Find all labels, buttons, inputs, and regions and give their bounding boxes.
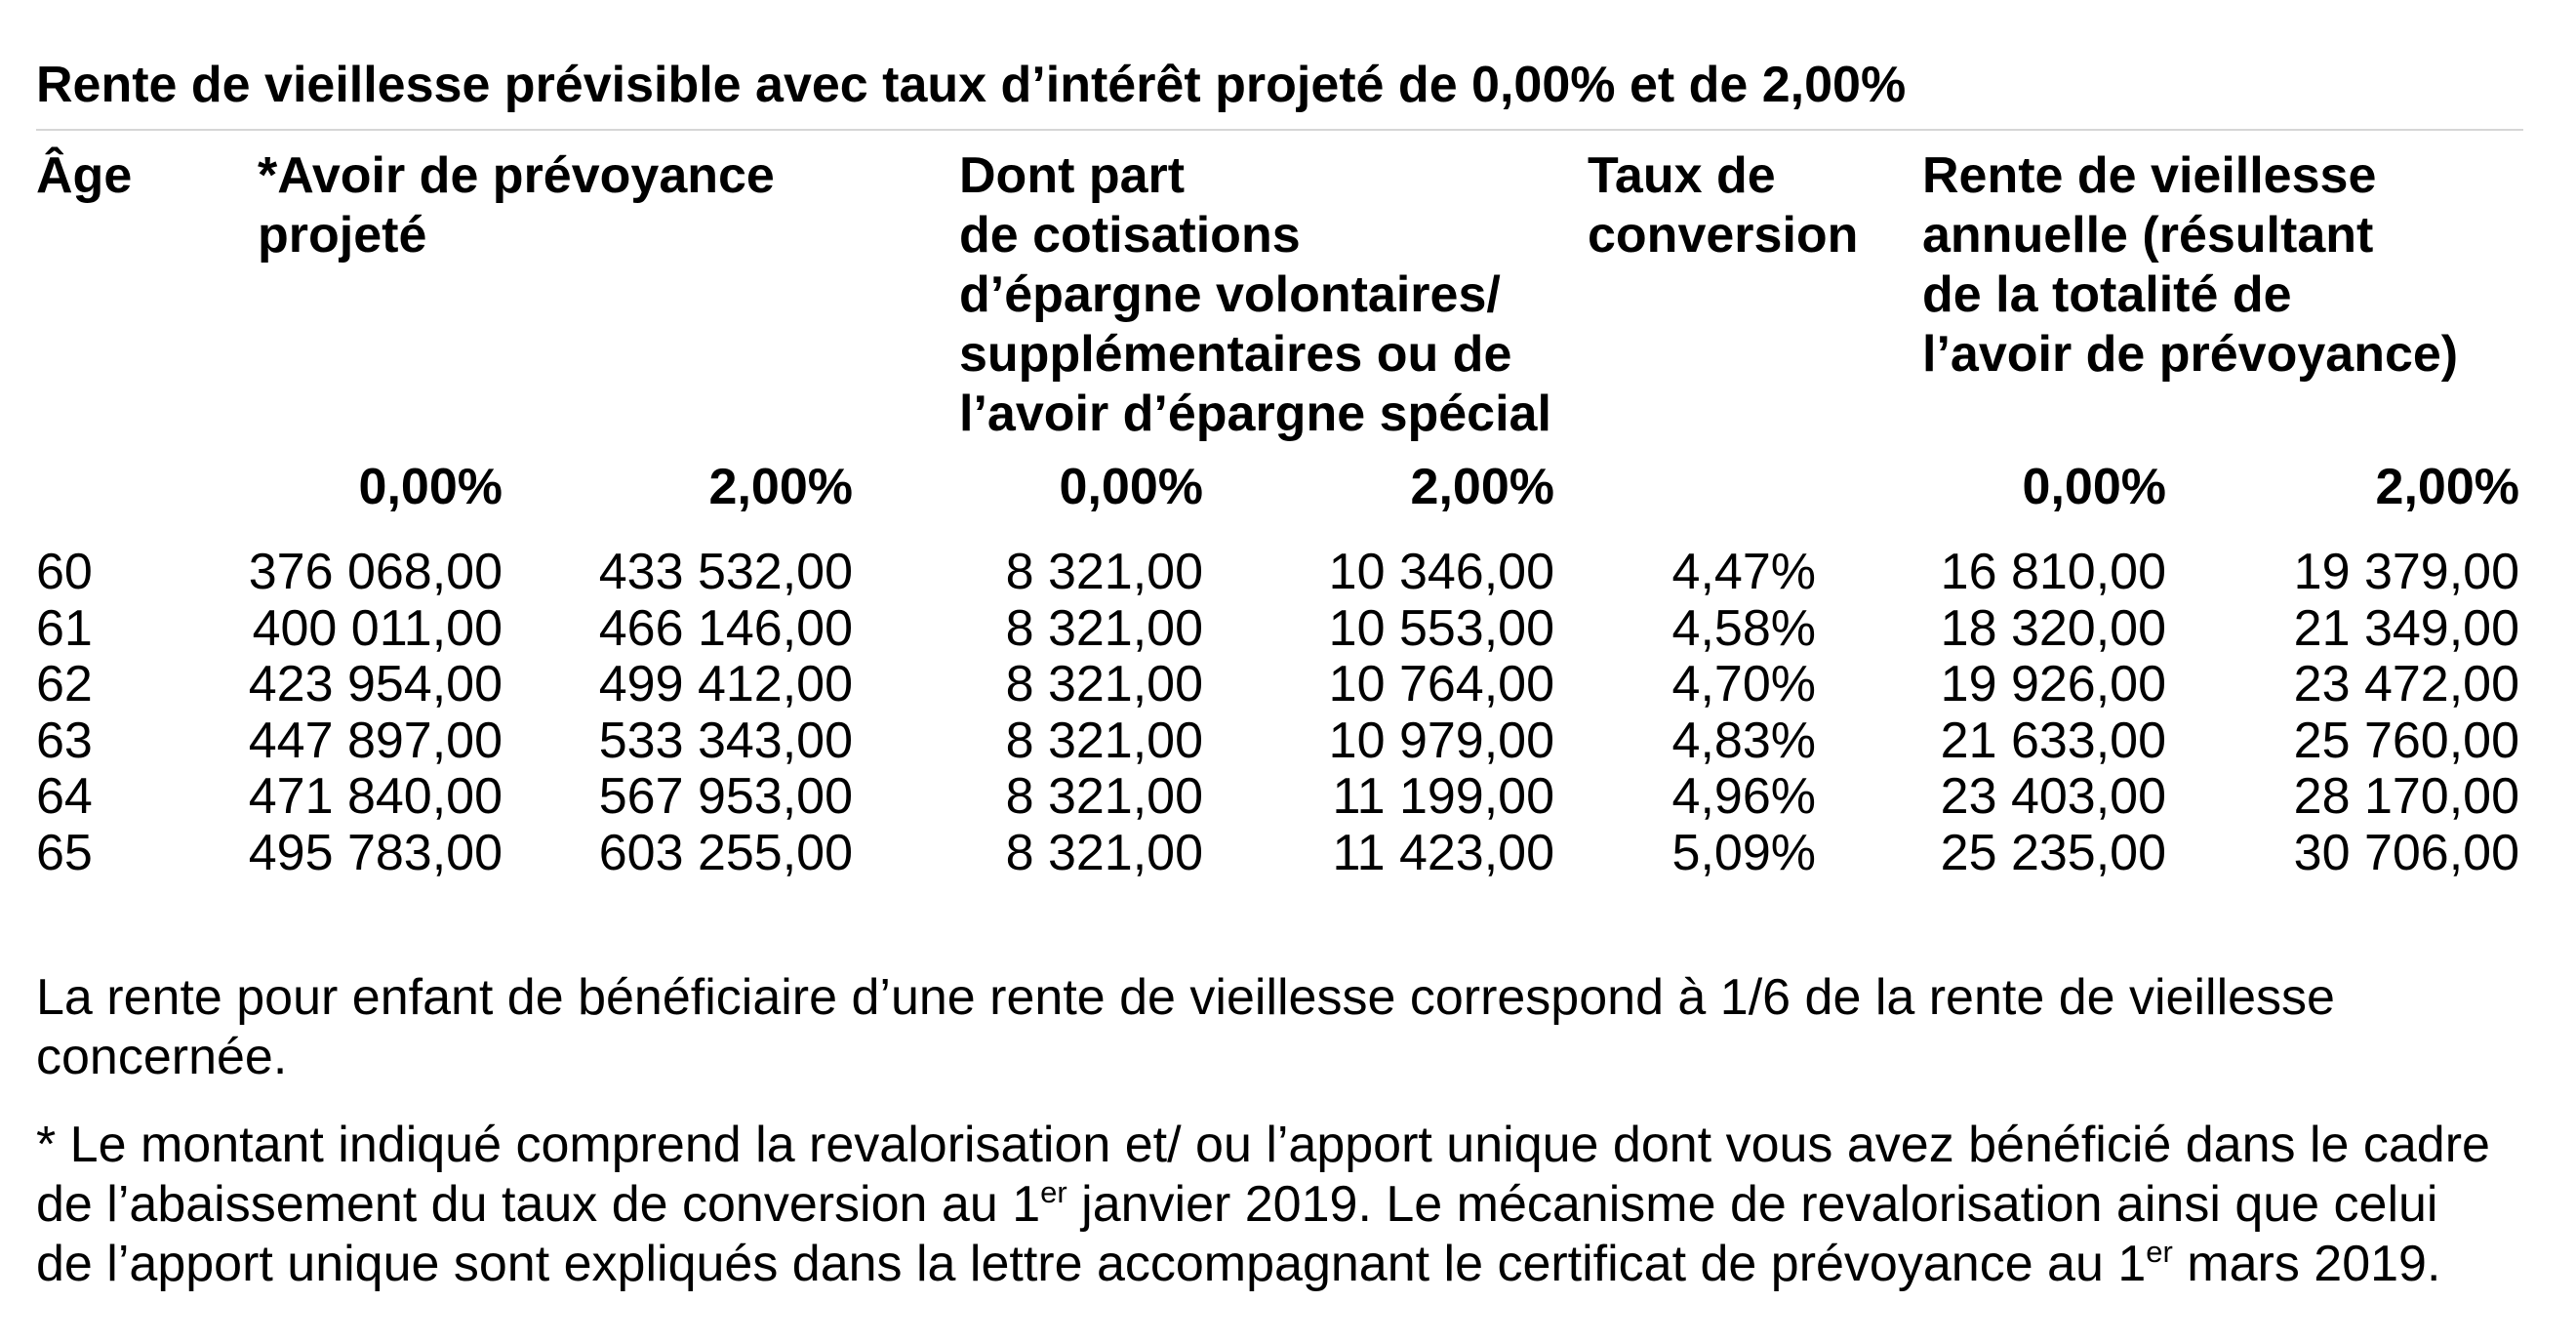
part-2-cell: 10 553,00 bbox=[1328, 599, 1554, 657]
column-header-age bbox=[36, 146, 132, 206]
avoir-0-cell: 495 783,00 bbox=[248, 824, 503, 881]
rente-2-cell: 23 472,00 bbox=[2293, 656, 2519, 712]
part-2-cell: 10 764,00 bbox=[1328, 656, 1554, 712]
taux-cell: 4,70% bbox=[1671, 656, 1816, 712]
header-line: de la totalité de bbox=[1922, 266, 2292, 323]
taux-cell: 5,09% bbox=[1671, 824, 1816, 881]
rente-2-cell: 25 760,00 bbox=[2293, 712, 2519, 769]
interest-rate-subheader bbox=[0, 458, 2576, 517]
avoir-2-cell: 433 532,00 bbox=[598, 544, 853, 600]
table-row bbox=[0, 545, 2576, 601]
interest-rate-label: 0,00% bbox=[358, 459, 503, 515]
taux-cell: 4,47% bbox=[1671, 544, 1816, 600]
header-line: de cotisations bbox=[959, 207, 1301, 264]
title-divider bbox=[36, 129, 2523, 131]
rente-0-cell: 19 926,00 bbox=[1940, 656, 2166, 712]
table-row bbox=[0, 657, 2576, 713]
rente-0-cell: 25 235,00 bbox=[1940, 824, 2166, 881]
taux-cell: 4,96% bbox=[1671, 768, 1816, 825]
avoir-0-cell: 423 954,00 bbox=[248, 656, 503, 712]
avoir-2-cell: 466 146,00 bbox=[598, 599, 853, 657]
footnote-text: janvier 2019. Le mécanisme de revalorisation ainsi que celui bbox=[1067, 1176, 2438, 1233]
interest-rate-label: 2,00% bbox=[2375, 459, 2519, 515]
table-row bbox=[0, 769, 2576, 826]
age-cell: 65 bbox=[36, 824, 93, 881]
age-cell: 61 bbox=[36, 599, 93, 657]
header-line: *Avoir de prévoyance bbox=[258, 147, 775, 204]
age-cell: 62 bbox=[36, 656, 93, 712]
part-2-cell: 11 199,00 bbox=[1332, 768, 1554, 825]
ordinal-superscript: er bbox=[2146, 1235, 2173, 1269]
part-0-cell: 8 321,00 bbox=[1005, 544, 1203, 600]
header-line: annuelle (résultant bbox=[1922, 207, 2374, 264]
table-row bbox=[0, 713, 2576, 770]
page-title: Rente de vieillesse prévisible avec taux d’intérêt projeté de 0,00% et de 2,00% bbox=[36, 57, 1907, 113]
avoir-2-cell: 603 255,00 bbox=[598, 824, 853, 881]
age-cell: 64 bbox=[36, 768, 93, 825]
part-0-cell: 8 321,00 bbox=[1005, 768, 1203, 825]
footnote-line bbox=[36, 1175, 2437, 1241]
rente-2-cell: 30 706,00 bbox=[2293, 824, 2519, 881]
header-line: projeté bbox=[258, 207, 427, 264]
taux-cell: 4,83% bbox=[1671, 712, 1816, 769]
rente-2-cell: 19 379,00 bbox=[2293, 544, 2519, 600]
table-row bbox=[0, 601, 2576, 658]
ordinal-superscript: er bbox=[1040, 1175, 1067, 1209]
rente-0-cell: 18 320,00 bbox=[1940, 599, 2166, 657]
avoir-2-cell: 567 953,00 bbox=[598, 768, 853, 825]
header-line: conversion bbox=[1588, 207, 1859, 264]
part-2-cell: 11 423,00 bbox=[1332, 824, 1554, 881]
avoir-2-cell: 533 343,00 bbox=[598, 712, 853, 769]
footnote-text: de l’apport unique sont expliqués dans la lettre accompagnant le certificat de prévoyance au 1 bbox=[36, 1236, 2147, 1292]
column-header-taux-conversion bbox=[1588, 146, 1858, 265]
avoir-2-cell: 499 412,00 bbox=[598, 656, 853, 712]
header-line: d’épargne volontaires/ bbox=[959, 266, 1501, 323]
footnote-text: * Le montant indiqué comprend la revalorisation et/ ou l’apport unique dont vous avez bénéficié dans le cadre bbox=[36, 1117, 2490, 1173]
header-line: Dont part bbox=[959, 147, 1186, 204]
age-cell: 63 bbox=[36, 712, 93, 769]
header-line: supplémentaires ou de bbox=[959, 326, 1512, 383]
part-2-cell: 10 979,00 bbox=[1328, 712, 1554, 769]
header-line: Rente de vieillesse bbox=[1922, 147, 2377, 204]
part-0-cell: 8 321,00 bbox=[1005, 712, 1203, 769]
part-2-cell: 10 346,00 bbox=[1328, 544, 1554, 600]
avoir-0-cell: 376 068,00 bbox=[248, 544, 503, 600]
header-line: Taux de bbox=[1588, 147, 1776, 204]
note-line: concernée. bbox=[36, 1029, 288, 1085]
avoir-0-cell: 471 840,00 bbox=[248, 768, 503, 825]
rente-2-cell: 28 170,00 bbox=[2293, 768, 2519, 825]
interest-rate-label: 2,00% bbox=[708, 459, 853, 515]
rente-0-cell: 23 403,00 bbox=[1940, 768, 2166, 825]
interest-rate-label: 2,00% bbox=[1410, 459, 1554, 515]
part-0-cell: 8 321,00 bbox=[1005, 824, 1203, 881]
interest-rate-label: 0,00% bbox=[1059, 459, 1203, 515]
footnote-text: de l’abaissement du taux de conversion au 1 bbox=[36, 1176, 1041, 1233]
footnote-line bbox=[36, 1116, 2490, 1175]
note-line: La rente pour enfant de bénéficiaire d’une rente de vieillesse correspond à 1/6 de la rente de vieillesse bbox=[36, 969, 2335, 1026]
header-line: l’avoir d’épargne spécial bbox=[959, 386, 1551, 442]
column-header-rente-vieillesse bbox=[1922, 146, 2458, 385]
part-0-cell: 8 321,00 bbox=[1005, 656, 1203, 712]
avoir-0-cell: 447 897,00 bbox=[248, 712, 503, 769]
taux-cell: 4,58% bbox=[1671, 599, 1816, 657]
rente-0-cell: 16 810,00 bbox=[1940, 544, 2166, 600]
interest-rate-label: 0,00% bbox=[2022, 459, 2166, 515]
rente-0-cell: 21 633,00 bbox=[1940, 712, 2166, 769]
age-cell: 60 bbox=[36, 544, 93, 600]
footnote-text: mars 2019. bbox=[2172, 1236, 2441, 1292]
column-header-avoir-prevoyance bbox=[258, 146, 775, 265]
header-line: Âge bbox=[36, 147, 133, 204]
column-header-part-cotisations bbox=[959, 146, 1551, 444]
avoir-0-cell: 400 011,00 bbox=[252, 599, 503, 657]
part-0-cell: 8 321,00 bbox=[1005, 599, 1203, 657]
table-row bbox=[0, 826, 2576, 882]
rente-2-cell: 21 349,00 bbox=[2293, 599, 2519, 657]
header-line: l’avoir de prévoyance) bbox=[1922, 326, 2459, 383]
footnote-line bbox=[36, 1235, 2440, 1300]
